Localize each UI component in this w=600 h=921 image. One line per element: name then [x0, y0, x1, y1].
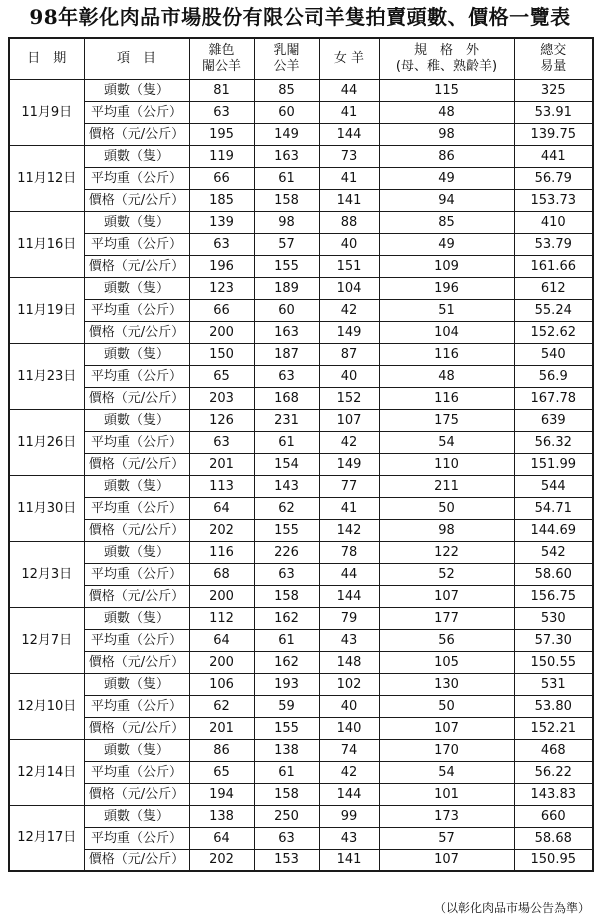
date-cell: 12月17日	[9, 805, 84, 871]
header-mixed-wether	[189, 38, 254, 79]
date-cell: 11月23日	[9, 343, 84, 409]
special-value: 107	[379, 717, 514, 739]
dairy-wether-value: 63	[254, 827, 319, 849]
special-value: 52	[379, 563, 514, 585]
female-value: 107	[319, 409, 379, 431]
item-label: 頭數（隻）	[84, 409, 189, 431]
mixed-wether-value: 62	[189, 695, 254, 717]
page-title: 98年彰化肉品市場股份有限公司羊隻拍賣頭數、價格一覽表	[29, 5, 571, 29]
total-value: 542	[514, 541, 593, 563]
mixed-wether-value: 138	[189, 805, 254, 827]
total-value: 325	[514, 79, 593, 101]
dairy-wether-value: 61	[254, 761, 319, 783]
female-value: 152	[319, 387, 379, 409]
female-value: 43	[319, 629, 379, 651]
item-label: 平均重（公斤）	[84, 101, 189, 123]
date-cell: 12月3日	[9, 541, 84, 607]
special-value: 116	[379, 343, 514, 365]
table-row	[9, 145, 593, 167]
special-value: 57	[379, 827, 514, 849]
item-label: 價格（元/公斤）	[84, 849, 189, 871]
special-value: 109	[379, 255, 514, 277]
date-cell: 11月16日	[9, 211, 84, 277]
special-value: 130	[379, 673, 514, 695]
mixed-wether-value: 202	[189, 849, 254, 871]
total-value: 612	[514, 277, 593, 299]
table-row	[9, 387, 593, 409]
total-value: 56.9	[514, 365, 593, 387]
total-value: 150.55	[514, 651, 593, 673]
female-value: 78	[319, 541, 379, 563]
dairy-wether-value: 149	[254, 123, 319, 145]
total-value: 540	[514, 343, 593, 365]
table-row	[9, 629, 593, 651]
female-value: 148	[319, 651, 379, 673]
total-value: 530	[514, 607, 593, 629]
item-label: 平均重（公斤）	[84, 233, 189, 255]
total-value: 468	[514, 739, 593, 761]
table-body	[9, 79, 593, 871]
table-row	[9, 607, 593, 629]
special-value: 116	[379, 387, 514, 409]
header-dairy-line-1: 乳閹	[273, 42, 300, 58]
total-value: 660	[514, 805, 593, 827]
table-row	[9, 475, 593, 497]
table-row	[9, 519, 593, 541]
total-value: 57.30	[514, 629, 593, 651]
table-row	[9, 233, 593, 255]
mixed-wether-value: 150	[189, 343, 254, 365]
female-value: 44	[319, 563, 379, 585]
special-value: 85	[379, 211, 514, 233]
female-value: 87	[319, 343, 379, 365]
header-mixed-line-2: 閹公羊	[201, 58, 241, 74]
mixed-wether-value: 81	[189, 79, 254, 101]
total-value: 144.69	[514, 519, 593, 541]
item-label: 平均重（公斤）	[84, 299, 189, 321]
item-label: 價格（元/公斤）	[84, 519, 189, 541]
table-row	[9, 585, 593, 607]
special-value: 170	[379, 739, 514, 761]
item-label: 價格（元/公斤）	[84, 255, 189, 277]
total-value: 58.68	[514, 827, 593, 849]
dairy-wether-value: 168	[254, 387, 319, 409]
special-value: 101	[379, 783, 514, 805]
female-value: 142	[319, 519, 379, 541]
date-cell: 11月19日	[9, 277, 84, 343]
special-value: 110	[379, 453, 514, 475]
item-label: 價格（元/公斤）	[84, 783, 189, 805]
item-label: 價格（元/公斤）	[84, 321, 189, 343]
dairy-wether-value: 153	[254, 849, 319, 871]
special-value: 98	[379, 123, 514, 145]
header-mixed-line-1: 雜色	[208, 42, 235, 58]
table-row	[9, 849, 593, 871]
dairy-wether-value: 158	[254, 585, 319, 607]
dairy-wether-value: 155	[254, 255, 319, 277]
mixed-wether-value: 112	[189, 607, 254, 629]
mixed-wether-value: 195	[189, 123, 254, 145]
special-value: 104	[379, 321, 514, 343]
special-value: 107	[379, 585, 514, 607]
header-special	[379, 38, 514, 79]
special-value: 48	[379, 101, 514, 123]
mixed-wether-value: 119	[189, 145, 254, 167]
source-note: （以彰化肉品市場公告為準）	[433, 901, 590, 915]
dairy-wether-value: 60	[254, 101, 319, 123]
item-label: 平均重（公斤）	[84, 629, 189, 651]
female-value: 43	[319, 827, 379, 849]
table-row	[9, 563, 593, 585]
mixed-wether-value: 65	[189, 365, 254, 387]
female-value: 41	[319, 101, 379, 123]
special-value: 86	[379, 145, 514, 167]
item-label: 頭數（隻）	[84, 343, 189, 365]
special-value: 56	[379, 629, 514, 651]
mixed-wether-value: 65	[189, 761, 254, 783]
item-label: 價格（元/公斤）	[84, 189, 189, 211]
header-special-line-1: 規 格 外	[413, 42, 479, 58]
mixed-wether-value: 66	[189, 167, 254, 189]
female-value: 44	[319, 79, 379, 101]
date-cell: 11月12日	[9, 145, 84, 211]
auction-table	[8, 37, 594, 872]
table-row	[9, 827, 593, 849]
dairy-wether-value: 143	[254, 475, 319, 497]
mixed-wether-value: 63	[189, 431, 254, 453]
header-date: 日 期	[9, 38, 84, 79]
dairy-wether-value: 98	[254, 211, 319, 233]
mixed-wether-value: 201	[189, 453, 254, 475]
table-row	[9, 761, 593, 783]
dairy-wether-value: 155	[254, 519, 319, 541]
total-value: 410	[514, 211, 593, 233]
female-value: 42	[319, 299, 379, 321]
mixed-wether-value: 66	[189, 299, 254, 321]
dairy-wether-value: 189	[254, 277, 319, 299]
dairy-wether-value: 231	[254, 409, 319, 431]
special-value: 98	[379, 519, 514, 541]
dairy-wether-value: 61	[254, 431, 319, 453]
female-value: 144	[319, 783, 379, 805]
female-value: 88	[319, 211, 379, 233]
table-row	[9, 695, 593, 717]
female-value: 141	[319, 189, 379, 211]
table-row	[9, 167, 593, 189]
special-value: 173	[379, 805, 514, 827]
mixed-wether-value: 200	[189, 321, 254, 343]
total-value: 53.80	[514, 695, 593, 717]
date-cell: 11月9日	[9, 79, 84, 145]
table-row	[9, 739, 593, 761]
table-row	[9, 79, 593, 101]
mixed-wether-value: 113	[189, 475, 254, 497]
item-label: 價格（元/公斤）	[84, 717, 189, 739]
table-row	[9, 409, 593, 431]
total-value: 139.75	[514, 123, 593, 145]
mixed-wether-value: 86	[189, 739, 254, 761]
table-row	[9, 277, 593, 299]
total-value: 150.95	[514, 849, 593, 871]
table-row	[9, 211, 593, 233]
total-value: 56.79	[514, 167, 593, 189]
item-label: 平均重（公斤）	[84, 167, 189, 189]
special-value: 50	[379, 695, 514, 717]
total-value: 441	[514, 145, 593, 167]
total-value: 531	[514, 673, 593, 695]
dairy-wether-value: 163	[254, 321, 319, 343]
table-row	[9, 673, 593, 695]
mixed-wether-value: 202	[189, 519, 254, 541]
item-label: 頭數（隻）	[84, 607, 189, 629]
female-value: 77	[319, 475, 379, 497]
dairy-wether-value: 57	[254, 233, 319, 255]
item-label: 平均重（公斤）	[84, 365, 189, 387]
item-label: 價格（元/公斤）	[84, 387, 189, 409]
female-value: 149	[319, 453, 379, 475]
dairy-wether-value: 138	[254, 739, 319, 761]
special-value: 115	[379, 79, 514, 101]
dairy-wether-value: 155	[254, 717, 319, 739]
item-label: 頭數（隻）	[84, 145, 189, 167]
table-row	[9, 299, 593, 321]
item-label: 頭數（隻）	[84, 277, 189, 299]
header-item: 項 目	[84, 38, 189, 79]
table-row	[9, 123, 593, 145]
total-value: 161.66	[514, 255, 593, 277]
special-value: 54	[379, 761, 514, 783]
special-value: 54	[379, 431, 514, 453]
dairy-wether-value: 162	[254, 651, 319, 673]
female-value: 42	[319, 761, 379, 783]
total-value: 152.21	[514, 717, 593, 739]
item-label: 平均重（公斤）	[84, 827, 189, 849]
table-row	[9, 189, 593, 211]
dairy-wether-value: 62	[254, 497, 319, 519]
special-value: 196	[379, 277, 514, 299]
table-row	[9, 805, 593, 827]
female-value: 151	[319, 255, 379, 277]
mixed-wether-value: 64	[189, 629, 254, 651]
total-value: 639	[514, 409, 593, 431]
date-cell: 12月10日	[9, 673, 84, 739]
special-value: 105	[379, 651, 514, 673]
date-cell: 11月26日	[9, 409, 84, 475]
total-value: 153.73	[514, 189, 593, 211]
total-value: 151.99	[514, 453, 593, 475]
mixed-wether-value: 200	[189, 585, 254, 607]
table-row	[9, 717, 593, 739]
female-value: 144	[319, 123, 379, 145]
total-value: 53.91	[514, 101, 593, 123]
header-dairy-line-2: 公羊	[273, 58, 300, 74]
header-row	[9, 38, 593, 79]
total-value: 56.32	[514, 431, 593, 453]
dairy-wether-value: 158	[254, 189, 319, 211]
dairy-wether-value: 187	[254, 343, 319, 365]
table-row	[9, 255, 593, 277]
total-value: 152.62	[514, 321, 593, 343]
female-value: 99	[319, 805, 379, 827]
female-value: 42	[319, 431, 379, 453]
total-value: 55.24	[514, 299, 593, 321]
female-value: 141	[319, 849, 379, 871]
dairy-wether-value: 162	[254, 607, 319, 629]
female-value: 144	[319, 585, 379, 607]
item-label: 價格（元/公斤）	[84, 651, 189, 673]
female-value: 102	[319, 673, 379, 695]
dairy-wether-value: 60	[254, 299, 319, 321]
item-label: 頭數（隻）	[84, 739, 189, 761]
mixed-wether-value: 200	[189, 651, 254, 673]
table-row	[9, 497, 593, 519]
mixed-wether-value: 126	[189, 409, 254, 431]
mixed-wether-value: 63	[189, 101, 254, 123]
mixed-wether-value: 203	[189, 387, 254, 409]
table-row	[9, 321, 593, 343]
header-total-line-1: 總交	[540, 42, 567, 58]
total-value: 54.71	[514, 497, 593, 519]
special-value: 122	[379, 541, 514, 563]
female-value: 41	[319, 497, 379, 519]
date-cell: 12月14日	[9, 739, 84, 805]
female-value: 74	[319, 739, 379, 761]
total-value: 58.60	[514, 563, 593, 585]
special-value: 49	[379, 167, 514, 189]
female-value: 79	[319, 607, 379, 629]
date-cell: 11月30日	[9, 475, 84, 541]
special-value: 51	[379, 299, 514, 321]
item-label: 頭數（隻）	[84, 805, 189, 827]
item-label: 頭數（隻）	[84, 475, 189, 497]
item-label: 價格（元/公斤）	[84, 123, 189, 145]
item-label: 頭數（隻）	[84, 211, 189, 233]
table-row	[9, 365, 593, 387]
dairy-wether-value: 226	[254, 541, 319, 563]
female-value: 41	[319, 167, 379, 189]
mixed-wether-value: 123	[189, 277, 254, 299]
mixed-wether-value: 196	[189, 255, 254, 277]
female-value: 73	[319, 145, 379, 167]
total-value: 53.79	[514, 233, 593, 255]
mixed-wether-value: 116	[189, 541, 254, 563]
item-label: 價格（元/公斤）	[84, 585, 189, 607]
mixed-wether-value: 201	[189, 717, 254, 739]
dairy-wether-value: 63	[254, 563, 319, 585]
female-value: 104	[319, 277, 379, 299]
item-label: 平均重（公斤）	[84, 497, 189, 519]
item-label: 頭數（隻）	[84, 673, 189, 695]
dairy-wether-value: 63	[254, 365, 319, 387]
total-value: 56.22	[514, 761, 593, 783]
dairy-wether-value: 154	[254, 453, 319, 475]
mixed-wether-value: 68	[189, 563, 254, 585]
female-value: 140	[319, 717, 379, 739]
header-dairy-wether	[254, 38, 319, 79]
mixed-wether-value: 63	[189, 233, 254, 255]
dairy-wether-value: 250	[254, 805, 319, 827]
item-label: 價格（元/公斤）	[84, 453, 189, 475]
total-value: 167.78	[514, 387, 593, 409]
dairy-wether-value: 163	[254, 145, 319, 167]
mixed-wether-value: 185	[189, 189, 254, 211]
dairy-wether-value: 85	[254, 79, 319, 101]
total-value: 156.75	[514, 585, 593, 607]
mixed-wether-value: 139	[189, 211, 254, 233]
item-label: 平均重（公斤）	[84, 695, 189, 717]
special-value: 175	[379, 409, 514, 431]
table-row	[9, 453, 593, 475]
female-value: 40	[319, 365, 379, 387]
mixed-wether-value: 106	[189, 673, 254, 695]
female-value: 40	[319, 233, 379, 255]
dairy-wether-value: 193	[254, 673, 319, 695]
header-total-line-2: 易量	[540, 58, 567, 74]
item-label: 平均重（公斤）	[84, 431, 189, 453]
dairy-wether-value: 158	[254, 783, 319, 805]
total-value: 544	[514, 475, 593, 497]
total-value: 143.83	[514, 783, 593, 805]
special-value: 49	[379, 233, 514, 255]
dairy-wether-value: 59	[254, 695, 319, 717]
dairy-wether-value: 61	[254, 167, 319, 189]
special-value: 177	[379, 607, 514, 629]
special-value: 107	[379, 849, 514, 871]
special-value: 94	[379, 189, 514, 211]
mixed-wether-value: 194	[189, 783, 254, 805]
table-row	[9, 651, 593, 673]
date-cell: 12月7日	[9, 607, 84, 673]
item-label: 頭數（隻）	[84, 541, 189, 563]
item-label: 平均重（公斤）	[84, 563, 189, 585]
female-value: 149	[319, 321, 379, 343]
table-row	[9, 343, 593, 365]
table-row	[9, 431, 593, 453]
item-label: 平均重（公斤）	[84, 761, 189, 783]
dairy-wether-value: 61	[254, 629, 319, 651]
mixed-wether-value: 64	[189, 497, 254, 519]
female-value: 40	[319, 695, 379, 717]
mixed-wether-value: 64	[189, 827, 254, 849]
header-female: 女 羊	[319, 38, 379, 79]
table-row	[9, 783, 593, 805]
table-row	[9, 541, 593, 563]
item-label: 頭數（隻）	[84, 79, 189, 101]
header-total	[514, 38, 593, 79]
header-special-line-2: (母、稚、熟齡羊)	[395, 58, 498, 74]
table-row	[9, 101, 593, 123]
special-value: 48	[379, 365, 514, 387]
special-value: 50	[379, 497, 514, 519]
special-value: 211	[379, 475, 514, 497]
